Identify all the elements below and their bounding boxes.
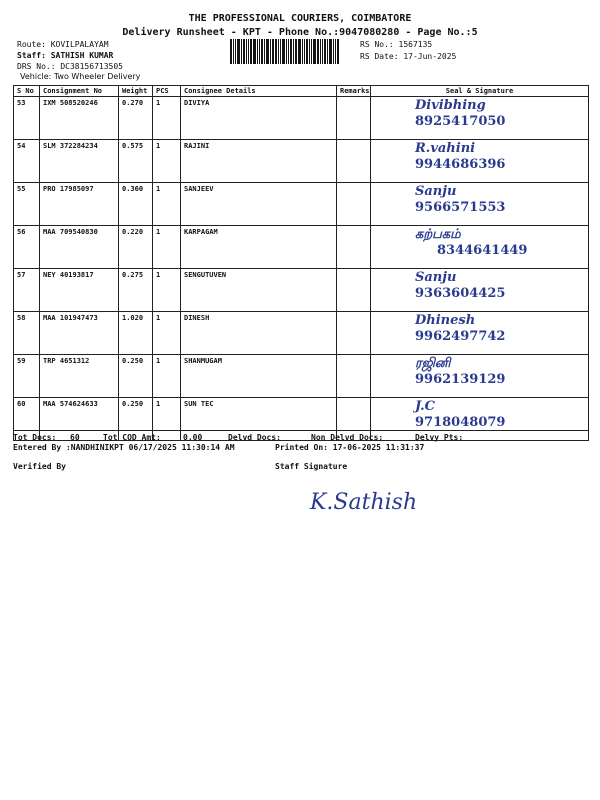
row-weight: 0.275: [119, 269, 153, 312]
handwritten-phone-number: 9363604425: [415, 286, 506, 301]
row-sno: 54: [14, 140, 40, 183]
row-sno: 55: [14, 183, 40, 226]
table-row: [14, 97, 589, 140]
barcode-bar: [322, 39, 323, 64]
barcode-bar: [293, 39, 294, 64]
barcode-bar: [324, 39, 326, 64]
table-header-row: [14, 86, 589, 97]
barcode-bar: [337, 39, 339, 64]
entered-by-text: Entered By :NANDHINIKPT 06/17/2025 11:30:14 AM: [13, 443, 235, 452]
barcode-bar: [253, 39, 256, 64]
barcode-bar: [237, 39, 240, 64]
staff-handwritten-signature: K.Sathish: [310, 490, 418, 515]
handwritten-signature: R.vahini: [415, 141, 476, 156]
table-row: [14, 398, 589, 441]
handwritten-phone-number: 9944686396: [415, 157, 506, 172]
row-sno: 53: [14, 97, 40, 140]
row-consignment-no: MAA 709540830: [40, 226, 119, 269]
table-row: [14, 269, 589, 312]
row-weight: 0.220: [119, 226, 153, 269]
barcode-bar: [317, 39, 319, 64]
col-consignee: Consignee Details: [181, 86, 337, 97]
tot-docs-label: Tot Docs:: [13, 433, 57, 442]
row-weight: 1.020: [119, 312, 153, 355]
row-pcs: 1: [153, 97, 181, 140]
row-remarks: [337, 140, 371, 183]
barcode-bar: [335, 39, 336, 64]
barcode-bar: [241, 39, 242, 64]
row-remarks: [337, 97, 371, 140]
row-consignee-name: DINESH: [181, 312, 337, 355]
tot-cod-value: 0.00: [183, 433, 203, 442]
barcode-bar: [272, 39, 274, 64]
printed-on-text: Printed On: 17-06-2025 11:31:37: [275, 443, 425, 452]
row-weight: 0.360: [119, 183, 153, 226]
tot-docs-value: 60: [70, 433, 80, 442]
row-consignee-name: SHANMUGAM: [181, 355, 337, 398]
row-signature: [371, 183, 589, 226]
barcode-bar: [298, 39, 301, 64]
barcode-bar: [246, 39, 247, 64]
barcode-bar: [257, 39, 258, 64]
row-sno: 56: [14, 226, 40, 269]
row-pcs: 1: [153, 269, 181, 312]
totals-divider: [13, 430, 588, 431]
handwritten-phone-number: 9962497742: [415, 329, 506, 344]
col-pcs: PCS: [153, 86, 181, 97]
runsheet-subtitle: Delivery Runsheet - KPT - Phone No.:9047080280 - Page No.:5: [122, 27, 478, 38]
row-weight: 0.250: [119, 398, 153, 441]
row-pcs: 1: [153, 398, 181, 441]
row-weight: 0.270: [119, 97, 153, 140]
handwritten-signature: Dhinesh: [415, 313, 476, 328]
rs-date: RS Date: 17-Jun-2025: [360, 52, 457, 61]
barcode-bar: [311, 39, 312, 64]
row-sno: 57: [14, 269, 40, 312]
table-row: [14, 183, 589, 226]
row-signature: [371, 140, 589, 183]
row-consignee-name: SENGUTUVEN: [181, 269, 337, 312]
barcode-bar: [230, 39, 232, 64]
barcode-bar: [280, 39, 281, 64]
barcode-bar: [261, 39, 263, 64]
barcode-bar: [327, 39, 328, 64]
col-remarks: Remarks: [337, 86, 371, 97]
row-weight: 0.250: [119, 355, 153, 398]
drs-text: DRS No.: DC38156713505: [17, 62, 123, 71]
row-weight: 0.575: [119, 140, 153, 183]
row-consignee-name: KARPAGAM: [181, 226, 337, 269]
row-consignment-no: SLM 372284234: [40, 140, 119, 183]
table-row: [14, 355, 589, 398]
row-consignment-no: TRP 4651312: [40, 355, 119, 398]
handwritten-signature: Sanju: [415, 270, 457, 285]
barcode-bar: [248, 39, 249, 64]
row-consignee-name: SUN TEC: [181, 398, 337, 441]
row-consignment-no: PRO 17985097: [40, 183, 119, 226]
row-consignment-no: IXM 508520246: [40, 97, 119, 140]
barcode-bar: [266, 39, 269, 64]
barcode-bar: [250, 39, 252, 64]
barcode-bar: [313, 39, 316, 64]
table-row: [14, 140, 589, 183]
table-row: [14, 312, 589, 355]
row-pcs: 1: [153, 355, 181, 398]
barcode-bar: [282, 39, 285, 64]
handwritten-signature: கற்பகம்: [415, 227, 461, 242]
row-consignee-name: DIVIYA: [181, 97, 337, 140]
row-signature: [371, 312, 589, 355]
barcode-image: [230, 39, 352, 64]
row-consignee-name: SANJEEV: [181, 183, 337, 226]
row-remarks: [337, 355, 371, 398]
row-pcs: 1: [153, 226, 181, 269]
verified-by-label: Verified By: [13, 462, 66, 471]
barcode-bar: [233, 39, 234, 64]
row-signature: [371, 355, 589, 398]
barcode-bar: [288, 39, 289, 64]
vehicle-text: Vehicle: Two Wheeler Delivery: [20, 72, 141, 81]
barcode-bar: [302, 39, 303, 64]
handwritten-phone-number: 8344641449: [437, 243, 528, 258]
handwritten-signature: ரஜினி: [415, 356, 451, 371]
delvd-docs-label: Delvd Docs:: [228, 433, 281, 442]
barcode-bar: [259, 39, 260, 64]
row-consignee-name: RAJINI: [181, 140, 337, 183]
row-sno: 59: [14, 355, 40, 398]
row-pcs: 1: [153, 183, 181, 226]
barcode-bar: [329, 39, 332, 64]
barcode-bar: [309, 39, 310, 64]
tot-cod-label: Tot COD Amt:: [103, 433, 161, 442]
row-remarks: [337, 183, 371, 226]
row-signature: [371, 226, 589, 269]
row-remarks: [337, 269, 371, 312]
barcode-bar: [295, 39, 297, 64]
col-weight: Weight: [119, 86, 153, 97]
barcode-bar: [320, 39, 321, 64]
handwritten-signature: J.C: [415, 399, 436, 414]
barcode-bar: [243, 39, 245, 64]
row-sno: 60: [14, 398, 40, 441]
delivery-table: [13, 85, 589, 441]
col-signature: Seal & Signature: [371, 86, 589, 97]
barcode-bar: [333, 39, 334, 64]
barcode-bar: [290, 39, 292, 64]
handwritten-phone-number: 9718048079: [415, 415, 506, 430]
row-remarks: [337, 312, 371, 355]
barcode-bar: [286, 39, 287, 64]
rs-number: RS No.: 1567135: [360, 40, 433, 49]
row-remarks: [337, 226, 371, 269]
row-consignment-no: NEY 40193817: [40, 269, 119, 312]
barcode-bar: [270, 39, 271, 64]
row-sno: 58: [14, 312, 40, 355]
barcode-bar: [304, 39, 305, 64]
row-signature: [371, 97, 589, 140]
handwritten-signature: Divibhing: [415, 98, 486, 113]
handwritten-phone-number: 8925417050: [415, 114, 506, 129]
col-sno: S No: [14, 86, 40, 97]
handwritten-signature: Sanju: [415, 184, 457, 199]
barcode-bar: [264, 39, 265, 64]
row-signature: [371, 269, 589, 312]
barcode-bar: [306, 39, 308, 64]
handwritten-phone-number: 9566571553: [415, 200, 506, 215]
staff-signature-label: Staff Signature: [275, 462, 348, 471]
row-consignment-no: MAA 574624633: [40, 398, 119, 441]
non-delvd-docs-label: Non Delvd Docs:: [311, 433, 384, 442]
table-row: [14, 226, 589, 269]
barcode-bar: [275, 39, 277, 64]
row-consignment-no: MAA 101947473: [40, 312, 119, 355]
col-consignment: Consignment No: [40, 86, 119, 97]
row-pcs: 1: [153, 312, 181, 355]
company-title: THE PROFESSIONAL COURIERS, COIMBATORE: [188, 13, 412, 24]
row-signature: [371, 398, 589, 441]
row-pcs: 1: [153, 140, 181, 183]
barcode-bar: [278, 39, 279, 64]
handwritten-phone-number: 9962139129: [415, 372, 506, 387]
route-text: Route: KOVILPALAYAM: [17, 40, 109, 49]
staff-text: Staff: SATHISH KUMAR: [17, 51, 114, 60]
barcode-bar: [235, 39, 236, 64]
delvy-pts-label: Delvy Pts:: [415, 433, 464, 442]
